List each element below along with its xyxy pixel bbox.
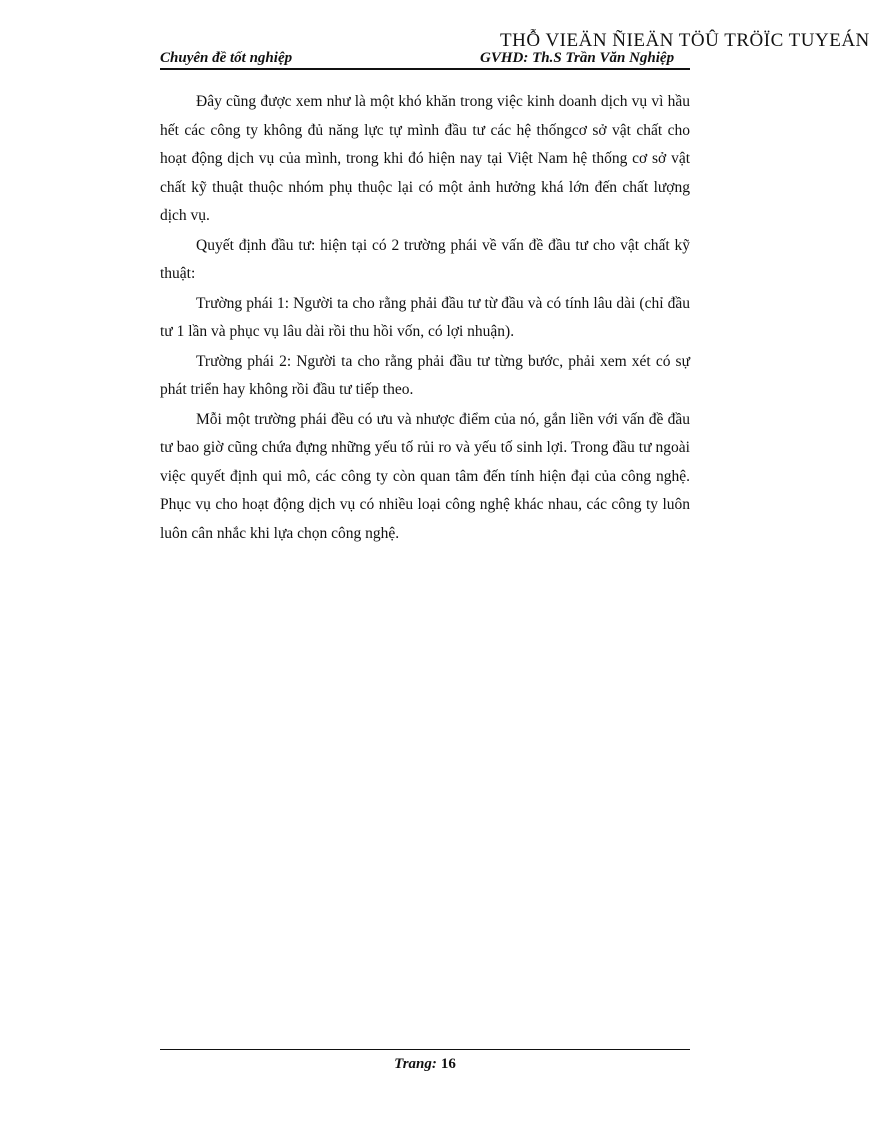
header-advisor: GVHD: Th.S Trần Văn Nghiệp <box>480 50 675 66</box>
body-text <box>160 88 690 549</box>
paragraph: Đây cũng được xem như là một khó khăn trong việc kinh doanh dịch vụ vì hầu hết các công ty không đủ năng lực tự mình đầu tư các hệ thốngcơ sở vật chất cho hoạt động dịch vụ của mình, trong khi đó hiện nay tại Việt Nam hệ thống cơ sở vật chất kỹ thuật thuộc nhóm phụ thuộc lại có một ảnh hưởng khá lớn đến chất lượng dịch vụ. <box>160 93 690 224</box>
paragraph: Trường phái 1: Người ta cho rằng phải đầu tư từ đầu và có tính lâu dài (chỉ đầu tư 1 lần và phục vụ lâu dài rồi thu hồi vốn, có lợi nhuận). <box>160 294 690 340</box>
paragraph: Quyết định đầu tư: hiện tại có 2 trường phái về vấn đề đầu tư cho vật chất kỹ thuật: <box>160 236 690 282</box>
paragraph: Trường phái 2: Người ta cho rằng phải đầu tư từng bước, phải xem xét có sự phát triển hay không rồi đầu tư tiếp theo. <box>160 352 690 398</box>
watermark-text: THỖ VIEÄN ÑIEÄN TÖÛ TRÖÏC TUYEÁN <box>500 30 870 51</box>
page-header <box>160 46 690 70</box>
page-footer <box>160 1056 690 1073</box>
page-number: 16 <box>440 1056 456 1072</box>
footer-divider <box>160 1049 690 1050</box>
page-label: Trang: <box>394 1056 437 1072</box>
header-document-title: Chuyên đề tốt nghiệp <box>160 50 293 66</box>
paragraph: Mỗi một trường phái đều có ưu và nhược điểm của nó, gắn liền với vấn đề đầu tư bao giờ cũng chứa đựng những yếu tố rủi ro và yếu tố sinh lợi. Trong đầu tư ngoài việc quyết định qui mô, các công ty còn quan tâm đến tính hiện đại của công nghệ. Phục vụ cho hoạt động dịch vụ có nhiều loại công nghệ khác nhau, các công ty luôn luôn cân nhắc khi lựa chọn công nghệ. <box>160 410 690 542</box>
